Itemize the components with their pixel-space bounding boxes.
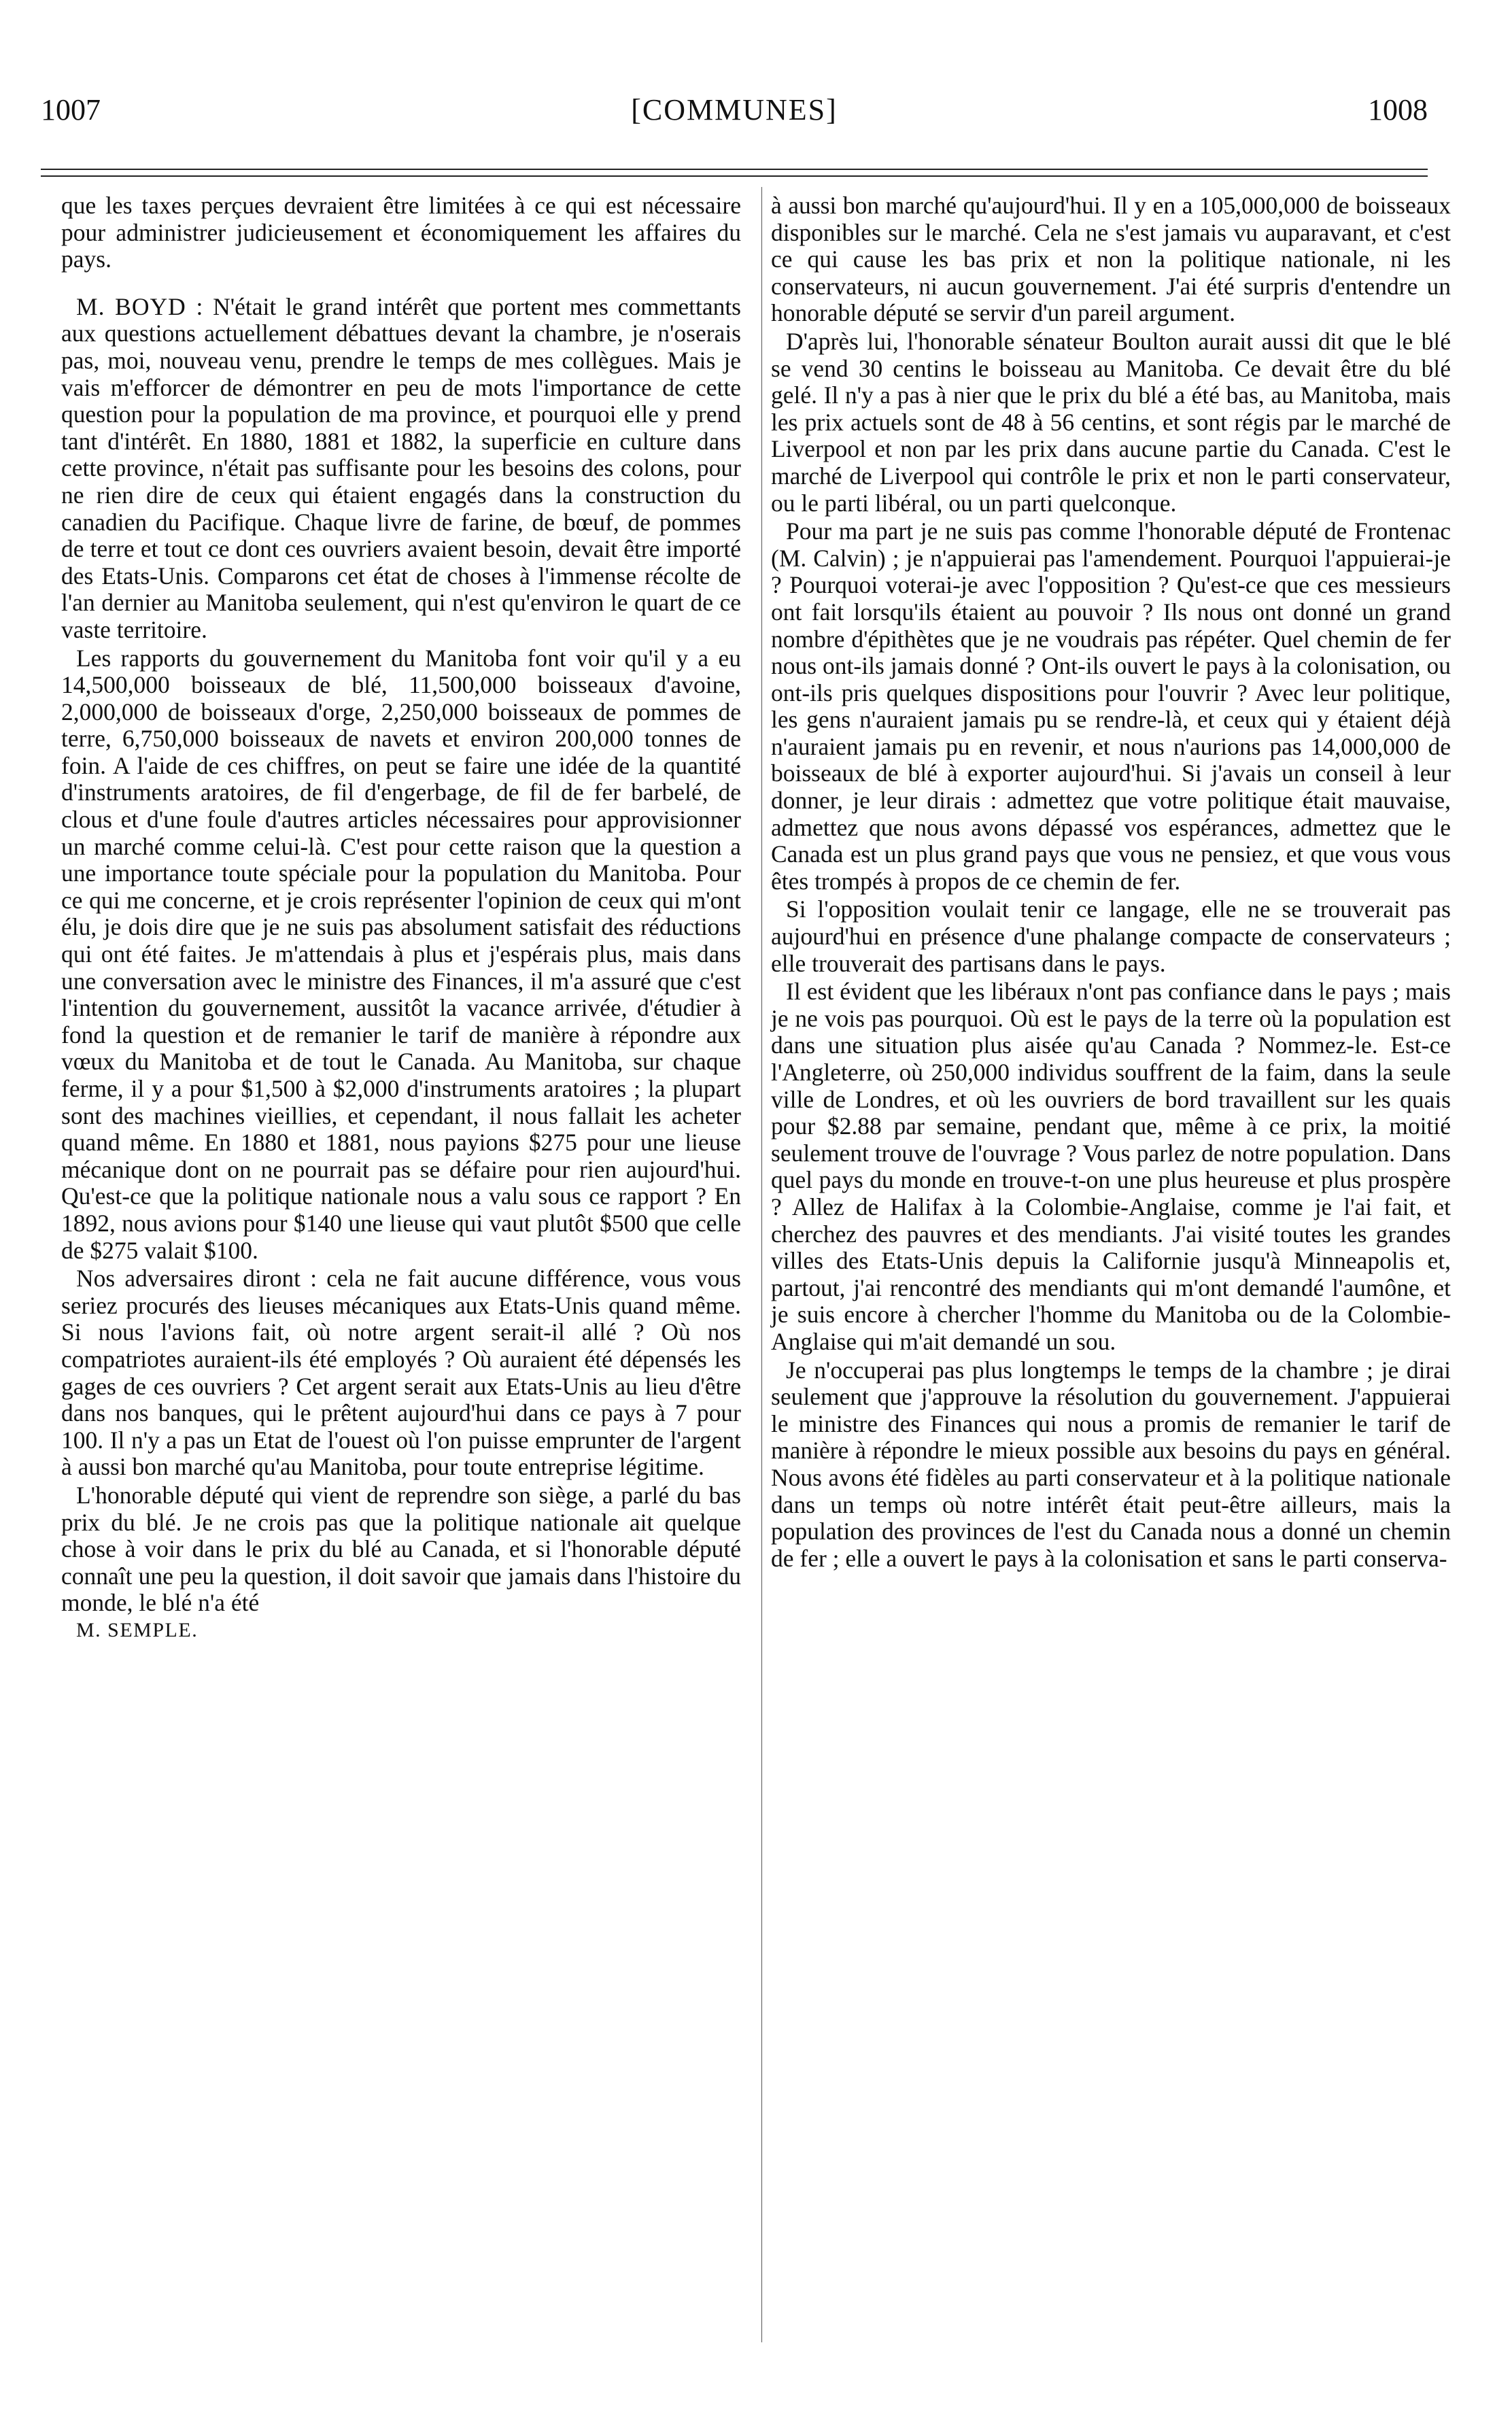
- speech-paragraph: [61, 294, 741, 644]
- left-column: [61, 192, 741, 1644]
- column-divider: [761, 187, 762, 2342]
- header-rule-bottom: [41, 175, 1428, 177]
- paragraph: Si l'opposition voulait tenir ce langage, elle ne se trouverait pas aujourd'hui en présence d'une phalange compacte de conservateurs ; elle trouverait des partisans dans le pays.: [771, 895, 1451, 977]
- paragraph: que les taxes perçues devraient être limitées à ce qui est nécessaire pour administrer judicieusement et économiquement les affaires du pays.: [61, 192, 741, 273]
- paragraph: Pour ma part je ne suis pas comme l'honorable député de Frontenac (M. Calvin) ; je n'appuierai pas l'amendement. Pourquoi l'appuierai-je ? Pourquoi voterai-je avec l'opposition ? Qu'est-ce que ces messieurs ont fait lorsqu'ils étaient au pouvoir ? Ils nous ont donné un grand nombre d'épithètes que je ne voudrais pas répéter. Quel chemin de fer nous ont-ils jamais donné ? Ont-ils ouvert le pays à la colonisation, ou ont-ils pris quelques dispositions pour l'ouvrir ? Avec leur politique, les gens n'auraient jamais pu se rendre-là, et ceux qui y étaient déjà n'auraient jamais pu en revenir, et nous n'aurions pas 14,000,000 de boisseaux de blé à exporter aujourd'hui. Si j'avais un conseil à leur donner, je leur dirais : admettez que votre politique était mauvaise, admettez que nous avons dépassé vos espérances, admettez que le Canada est un plus grand pays que vous ne pensiez, et que vous vous êtes trompés à propos de ce chemin de fer.: [771, 517, 1451, 895]
- speech-text: N'était le grand intérêt que portent mes commettants aux questions actuellement débattues devant la chambre, je n'oserais pas, moi, nouveau venu, prendre le temps de mes collègues. Mais je vais m'efforcer de démontrer en peu de mots l'importance de cette question pour la population de ma province, et pourquoi elle y prend tant d'intérêt. En 1880, 1881 et 1882, la superficie en culture dans cette province, n'était pas suffisante pour les besoins des colons, pour ne rien dire de ceux qui étaient engagés dans la construction du canadien du Pacifique. Chaque livre de farine, de bœuf, de pommes de terre et tout ce dont ces ouvriers avaient besoin, devait être importé des Etats-Unis. Comparons cet état de choses à l'immense récolte de l'an dernier au Manitoba seulement, qui n'est qu'environ le quart de ce vaste territoire.: [61, 292, 742, 643]
- next-speaker-label: M. SEMPLE.: [76, 1618, 199, 1641]
- paragraph: D'après lui, l'honorable sénateur Boulton aurait aussi dit que le blé se vend 30 centins le boisseau au Manitoba. Ce devait être du blé gelé. Il n'y a pas à nier que le prix du blé a été bas, au Manitoba, mais les prix actuels sont de 48 à 56 centins, et sont régis par le marché de Liverpool et non par les prix dans aucune partie du Canada. C'est le marché de Liverpool qui contrôle le prix et non le parti conservateur, ou le parti libéral, ou un parti quelconque.: [771, 327, 1451, 517]
- header-rule-top: [41, 169, 1428, 170]
- right-column: [771, 192, 1451, 1572]
- speaker-name: M. BOYD :: [76, 292, 204, 320]
- header-title: [COMMUNES]: [631, 93, 838, 126]
- paragraph: Je n'occuperai pas plus longtemps le temps de la chambre ; je dirai seulement que j'approuve la résolution du gouvernement. J'appuierai le ministre des Finances qui nous a promis de remanier le tarif de manière à répondre le mieux possible aux besoins du pays en général. Nous avons été fidèles au parti conservateur et à la politique nationale dans un temps où notre intérêt était peut-être ailleurs, mais la population des provinces de l'est du Canada nous a donné un chemin de fer ; elle a ouvert le pays à la colonisation et sans le parti conserva-: [771, 1356, 1451, 1572]
- running-header: [41, 90, 1428, 131]
- left-page-number: 1007: [41, 93, 101, 126]
- paragraph: Il est évident que les libéraux n'ont pas confiance dans le pays ; mais je ne vois pas pourquoi. Où est le pays de la terre où la population est dans une situation plus aisée qu'au Canada ? Nommez-le. Est-ce l'Angleterre, où 250,000 individus souffrent de la faim, dans la seule ville de Londres, et où les ouvriers de bord travaillent sur les quais pour $2.88 par semaine, pendant que, même à ce prix, la moitié seulement trouve de l'ouvrage ? Vous parlez de notre population. Dans quel pays du monde en trouve-t-on une plus heureuse et plus prospère ? Allez de Halifax à la Colombie-Anglaise, comme je l'ai fait, et cherchez des pauvres et des mendiants. J'ai visité toutes les grandes villes des Etats-Unis depuis la Californie jusqu'à Minneapolis et, partout, j'ai rencontré des mendiants qui m'ont demandé l'aumône, et je suis encore à chercher l'homme du Manitoba ou de la Colombie-Anglaise qui m'ait demandé un sou.: [771, 978, 1451, 1355]
- paragraph: Les rapports du gouvernement du Manitoba font voir qu'il y a eu 14,500,000 boisseaux de blé, 11,500,000 boisseaux d'avoine, 2,000,000 de boisseaux d'orge, 2,250,000 boisseaux de pommes de terre, 6,750,000 boisseaux de navets et environ 200,000 tonnes de foin. A l'aide de ces chiffres, on peut se faire une idée de la quantité d'instruments aratoires, de fil d'engerbage, de fil de fer barbelé, de clous et d'une foule d'autres articles nécessaires pour approvisionner un marché comme celui-là. C'est pour cette raison que la question a une importance toute spéciale pour la population du Manitoba. Pour ce qui me concerne, et je crois représenter l'opinion de ceux qui m'ont élu, je dois dire que je ne suis pas absolument satisfait des réductions qui ont été faites. Je m'attendais à plus et j'espérais plus, mais dans une conversation avec le ministre des Finances, il m'a assuré que c'est l'intention du gouvernement, aussitôt la vacance arrivée, d'étudier à fond la question et de remanier le tarif de manière à répondre aux vœux du Manitoba et de tout le Canada. Au Manitoba, sur chaque ferme, il y a pour $1,500 à $2,000 d'instruments aratoires ; la plupart sont des machines vieillies, et cependant, il nous fallait les acheter quand même. En 1880 et 1881, nous payions $275 pour une lieuse mécanique dont on ne pourrait pas se défaire pour rien aujourd'hui. Qu'est-ce que la politique nationale nous a valu sous ce rapport ? En 1892, nous avions pour $140 une lieuse qui vaut plutôt $500 que celle de $275 valait $100.: [61, 644, 741, 1264]
- right-page-number: 1008: [1368, 93, 1428, 126]
- paragraph: à aussi bon marché qu'aujourd'hui. Il y en a 105,000,000 de boisseaux disponibles sur le marché. Cela ne s'est jamais vu auparavant, et c'est ce qui cause les bas prix et non la politique nationale, ni les conservateurs, ni aucun gouvernement. J'ai été surpris d'entendre un honorable député se servir d'un pareil argument.: [771, 192, 1451, 327]
- paragraph: Nos adversaires diront : cela ne fait aucune différence, vous vous seriez procurés des lieuses mécaniques aux Etats-Unis quand même. Si nous l'avions fait, où notre argent serait-il allé ? Où nos compatriotes auraient-ils été employés ? Où auraient été dépensés les gages de ces ouvriers ? Cet argent serait aux Etats-Unis au lieu d'être dans nos banques, qui le prêtent aujourd'hui dans ce pays à 7 pour 100. Il n'y a pas un Etat de l'ouest où l'on puisse emprunter de l'argent à aussi bon marché qu'au Manitoba, pour toute entreprise légitime.: [61, 1265, 741, 1481]
- paragraph: L'honorable député qui vient de reprendre son siège, a parlé du bas prix du blé. Je ne crois pas que la politique nationale ait quelque chose à voir dans le prix du blé au Canada, et si l'honorable député connaît une peu la question, il doit savoir que jamais dans l'histoire du monde, le blé n'a été: [61, 1481, 741, 1617]
